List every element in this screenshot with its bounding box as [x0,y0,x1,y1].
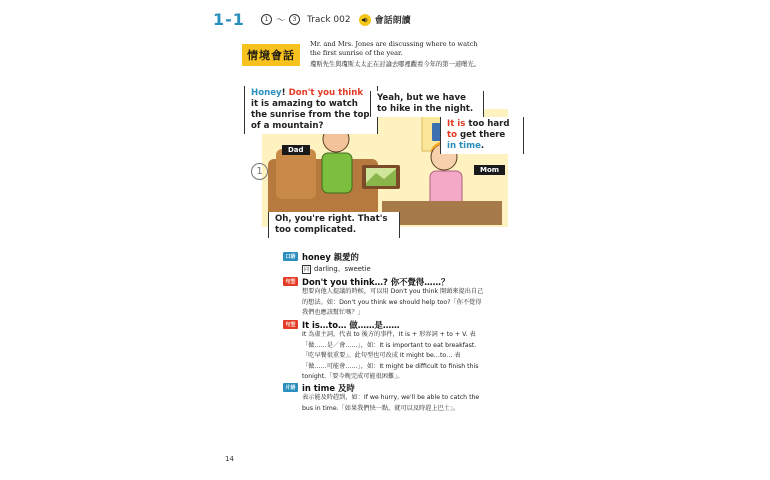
note-badge-spoken: 口語 [283,252,298,261]
keyword-honey: Honey [251,88,282,98]
audio-label: 會話朗讀 [374,16,411,26]
track-end-number: 3 [289,14,300,25]
note-synonyms [302,263,371,274]
keyword-it-is: It is [447,119,466,129]
lesson-number: 1-1 [213,10,245,29]
note-badge-pattern-2: 句型 [283,320,298,329]
period: . [480,141,485,151]
keyword-to: to [447,130,458,140]
track-range-separator: ～ [276,16,286,26]
track-start-number: 1 [261,14,272,25]
dad-speech-bubble-1 [244,86,378,134]
text-too-hard: too hard [465,119,510,129]
mom-speech-bubble-1: Yeah, but we have to hike in the night. [370,91,484,117]
note-body-it-is-to: It 為虛主詞，代表 to 後方的事件，It is + 形容詞 + to + V. 表「做……是／會……」，如：It is important to eat breakfast.「吃早餐很重要」。此句型也可改成 It might be…to… 表「做……可能會……」，如：It might be difficult to finish this tonight.「要今晚完成可能很困難」。 [302,331,479,380]
note-badge-phrase: 片語 [283,383,298,392]
dad-speech-bubble-2: Oh, you're right. That's too complicated. [268,212,400,238]
synonym-icon: 同 [303,266,309,273]
track-info [261,13,411,26]
keyword-in-time: in time [447,141,481,151]
note-head-honey: honey 親愛的 [302,252,359,262]
page-number: 14 [225,455,234,463]
exclamation: ! [281,88,289,98]
text-get-there: get there [457,130,506,140]
dad-line-1-rest: it is amazing to watch the sunrise from the top of a mountain? [251,99,370,131]
synonym-text: darling、sweetie [314,265,371,273]
note-head-dont-you-think: Don't you think…? 你不覺得……？ [302,277,450,287]
note-badge-pattern-1: 句型 [283,277,298,286]
note-body-dont-you-think: 想要向他人提議的時候，可以用 Don't you think 開頭來提出自己的想法。如：Don't you think we should help too?「你不覺得我們也應該幫忙嗎？」 [302,288,484,316]
context-english: Mr. and Mrs. Jones are discussing where to watch the first sunrise of the year. [310,40,478,57]
context-chinese: 瓊斯先生與瓊斯太太正在討論去哪裡觀看今年的第一道曙光。 [310,61,481,68]
audio-speaker-icon[interactable] [359,14,371,26]
context-badge: 情境會話 [242,44,300,66]
track-label: Track 002 [307,14,351,25]
dad-label: Dad [282,145,310,155]
mom-label: Mom [474,165,505,175]
mom-speech-bubble-2 [440,117,524,154]
note-head-in-time: in time 及時 [302,383,355,393]
dialogue-number: 1 [251,163,268,180]
note-head-it-is-to: It is…to… 做……是…… [302,320,400,330]
note-body-in-time: 表示能及時趕到，如：If we hurry, we'll be able to catch the bus in time.「如果我們快一點，就可以及時趕上巴士」。 [302,394,480,412]
keyword-dont-you-think: Don't you think [288,88,364,98]
